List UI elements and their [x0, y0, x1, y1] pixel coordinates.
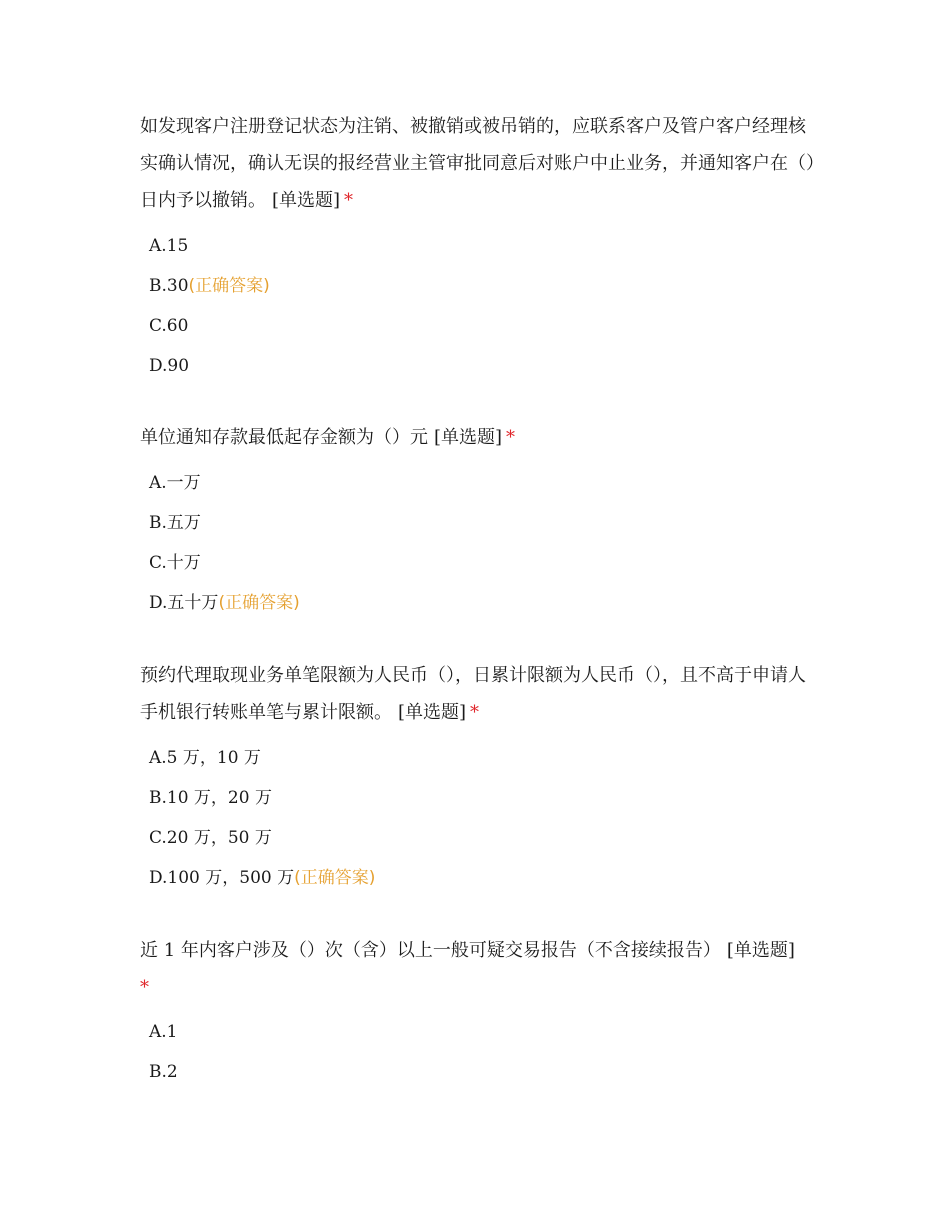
required-mark: * — [344, 190, 354, 211]
option-list — [140, 1012, 820, 1092]
option-b[interactable] — [140, 266, 820, 306]
correct-answer-tag: (正确答案) — [218, 593, 300, 613]
option-c[interactable] — [140, 818, 820, 858]
option-c[interactable] — [140, 543, 820, 583]
option-label: A.5 万，10 万 — [149, 748, 261, 768]
option-label: C.20 万，50 万 — [149, 828, 272, 848]
correct-answer-tag: (正确答案) — [294, 868, 376, 888]
option-d[interactable] — [140, 346, 820, 386]
option-label: B.30 — [149, 276, 189, 296]
option-list — [140, 463, 820, 623]
option-list — [140, 226, 820, 386]
option-d[interactable] — [140, 583, 820, 623]
question-stem: 单位通知存款最低起存金额为（）元 — [140, 427, 428, 448]
question-stem: 如发现客户注册登记状态为注销、被撤销或被吊销的，应联系客户及管户客户经理核实确认情况，确认无误的报经营业主管审批同意后对账户中止业务，并通知客户在（）日内予以撤销。 — [140, 116, 815, 211]
option-b[interactable] — [140, 1052, 820, 1092]
option-b[interactable] — [140, 503, 820, 543]
option-a[interactable] — [140, 463, 820, 503]
option-label: D.100 万，500 万 — [149, 868, 295, 888]
option-label: B.2 — [149, 1062, 178, 1082]
correct-answer-tag: (正确答案) — [188, 276, 270, 296]
required-mark: * — [506, 427, 516, 448]
question-3 — [140, 657, 820, 898]
option-label: A.15 — [149, 236, 189, 256]
option-c[interactable] — [140, 306, 820, 346]
option-label: D.五十万 — [149, 593, 219, 613]
question-4 — [140, 932, 820, 1092]
option-label: D.90 — [149, 356, 190, 376]
option-d[interactable] — [140, 858, 820, 898]
question-text — [140, 419, 820, 456]
questionnaire-page — [140, 108, 820, 1092]
option-list — [140, 738, 820, 898]
option-label: B.10 万，20 万 — [149, 788, 272, 808]
question-type: [单选题] — [398, 702, 467, 723]
option-b[interactable] — [140, 778, 820, 818]
question-type: [单选题] — [726, 940, 795, 961]
question-1 — [140, 108, 820, 386]
question-text — [140, 657, 820, 731]
question-text — [140, 108, 820, 219]
option-a[interactable] — [140, 1012, 820, 1052]
question-type: [单选题] — [272, 190, 341, 211]
required-mark: * — [140, 977, 149, 998]
question-2 — [140, 419, 820, 623]
option-label: A.1 — [149, 1022, 178, 1042]
option-label: B.五万 — [149, 513, 201, 533]
option-a[interactable] — [140, 738, 820, 778]
question-text — [140, 932, 820, 1006]
option-label: A.一万 — [149, 473, 201, 493]
option-label: C.60 — [149, 316, 189, 336]
required-mark: * — [470, 702, 480, 723]
question-type: [单选题] — [434, 427, 503, 448]
option-a[interactable] — [140, 226, 820, 266]
question-stem: 预约代理取现业务单笔限额为人民币（），日累计限额为人民币（），且不高于申请人手机银行转账单笔与累计限额。 — [140, 665, 806, 723]
question-stem: 近 1 年内客户涉及（）次（含）以上一般可疑交易报告（不含接续报告） — [140, 940, 721, 961]
option-label: C.十万 — [149, 553, 201, 573]
